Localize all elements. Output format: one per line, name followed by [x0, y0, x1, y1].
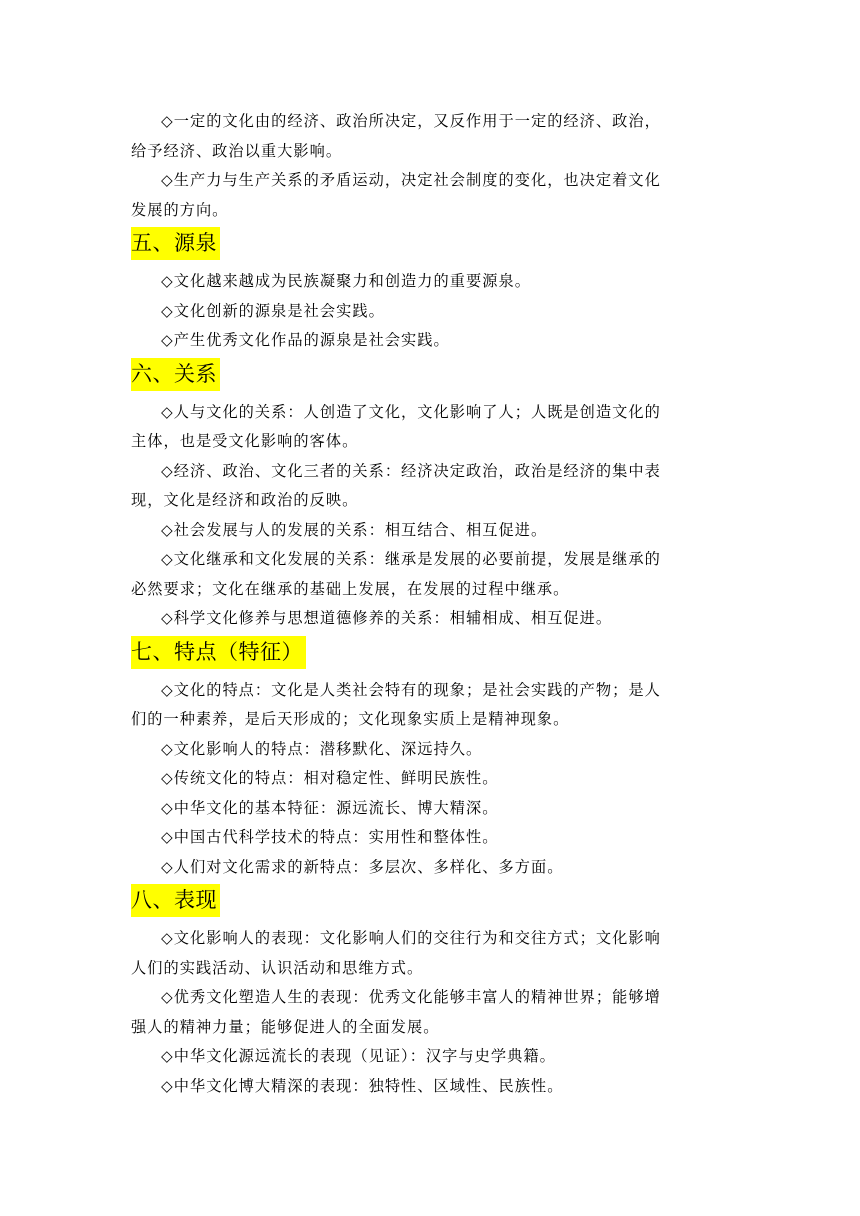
document-content — [131, 107, 736, 1101]
section-list — [131, 676, 736, 883]
section-manifestations — [131, 882, 736, 1101]
list-item — [131, 676, 736, 735]
section-features — [131, 634, 736, 883]
section-relations — [131, 356, 736, 634]
list-item — [161, 1042, 736, 1072]
item-text: ◇文化影响人的表现：文化影响人们的交往行为和交往方式；文化影响 — [161, 929, 661, 947]
list-item — [161, 823, 736, 853]
list-item — [131, 924, 736, 983]
section-list — [131, 924, 736, 1101]
item-text-continued: 人们的实践活动、认识活动和思维方式。 — [131, 958, 424, 977]
item-text-continued: 主体，也是受文化影响的客体。 — [131, 432, 359, 450]
section-heading: 七、特点（特征） — [131, 636, 306, 669]
item-text: ◇传统文化的特点：相对稳定性、鲜明民族性。 — [161, 769, 499, 787]
item-text: ◇社会发展与人的发展的关系：相互结合、相互促进。 — [161, 520, 548, 539]
item-text: ◇中国古代科学技术的特点：实用性和整体性。 — [161, 828, 499, 846]
item-text: ◇生产力与生产关系的矛盾运动，决定社会制度的变化，也决定着文化 — [161, 171, 661, 189]
list-item — [161, 853, 736, 883]
item-text: ◇中华文化源远流长的表现（见证）：汉字与史学典籍。 — [161, 1047, 556, 1065]
list-item — [161, 604, 736, 634]
item-text: ◇文化创新的源泉是社会实践。 — [161, 301, 385, 320]
section-heading: 八、表现 — [131, 884, 220, 917]
list-item — [131, 983, 736, 1042]
list-item — [161, 794, 736, 824]
item-text: ◇文化越来越成为民族凝聚力和创造力的重要源泉。 — [161, 272, 531, 290]
item-text-continued: 强人的精神力量；能够促进人的全面发展。 — [131, 1017, 440, 1036]
item-text-continued: 们的一种素养，是后天形成的；文化现象实质上是精神现象。 — [131, 710, 570, 728]
list-item — [131, 545, 736, 604]
item-text: ◇人与文化的关系：人创造了文化，文化影响了人；人既是创造文化的 — [161, 402, 661, 421]
item-text: ◇产生优秀文化作品的源泉是社会实践。 — [161, 331, 450, 349]
item-text-continued: 必然要求；文化在继承的基础上发展，在发展的过程中继承。 — [131, 579, 570, 598]
section-list — [131, 398, 736, 634]
item-text: ◇人们对文化需求的新特点：多层次、多样化、多方面。 — [161, 857, 564, 876]
item-text: ◇一定的文化由的经济、政治所决定，又反作用于一定的经济、政治， — [161, 112, 661, 130]
list-item — [161, 735, 736, 765]
item-text: ◇文化的特点：文化是人类社会特有的现象；是社会实践的产物；是人 — [161, 680, 661, 699]
item-text: ◇文化继承和文化发展的关系：继承是发展的必要前提，发展是继承的 — [161, 550, 661, 568]
item-text: ◇经济、政治、文化三者的关系：经济决定政治，政治是经济的集中表 — [161, 461, 661, 480]
list-item — [161, 764, 736, 794]
item-text: ◇文化影响人的特点：潜移默化、深远持久。 — [161, 739, 483, 758]
section-heading: 六、关系 — [131, 358, 220, 391]
section-source — [131, 225, 736, 356]
list-item — [161, 297, 736, 327]
item-text: ◇科学文化修养与思想道德修养的关系：相辅相成、相互促进。 — [161, 609, 613, 627]
item-text: ◇中华文化的基本特征：源远流长、博大精深。 — [161, 798, 499, 817]
item-text-continued: 现，文化是经济和政治的反映。 — [131, 491, 359, 509]
intro-list — [131, 107, 736, 225]
list-item — [131, 107, 736, 166]
item-text: ◇优秀文化塑造人生的表现：优秀文化能够丰富人的精神世界；能够增 — [161, 988, 661, 1006]
list-item — [161, 267, 736, 297]
section-heading: 五、源泉 — [131, 227, 220, 260]
list-item — [161, 516, 736, 546]
list-item — [131, 166, 736, 225]
item-text-continued: 给予经济、政治以重大影响。 — [131, 141, 343, 160]
list-item — [131, 398, 736, 457]
item-text-continued: 发展的方向。 — [131, 200, 229, 219]
list-item — [161, 1072, 736, 1102]
list-item — [161, 326, 736, 356]
list-item — [131, 457, 736, 516]
section-list — [131, 267, 736, 356]
item-text: ◇中华文化博大精深的表现：独特性、区域性、民族性。 — [161, 1076, 564, 1095]
